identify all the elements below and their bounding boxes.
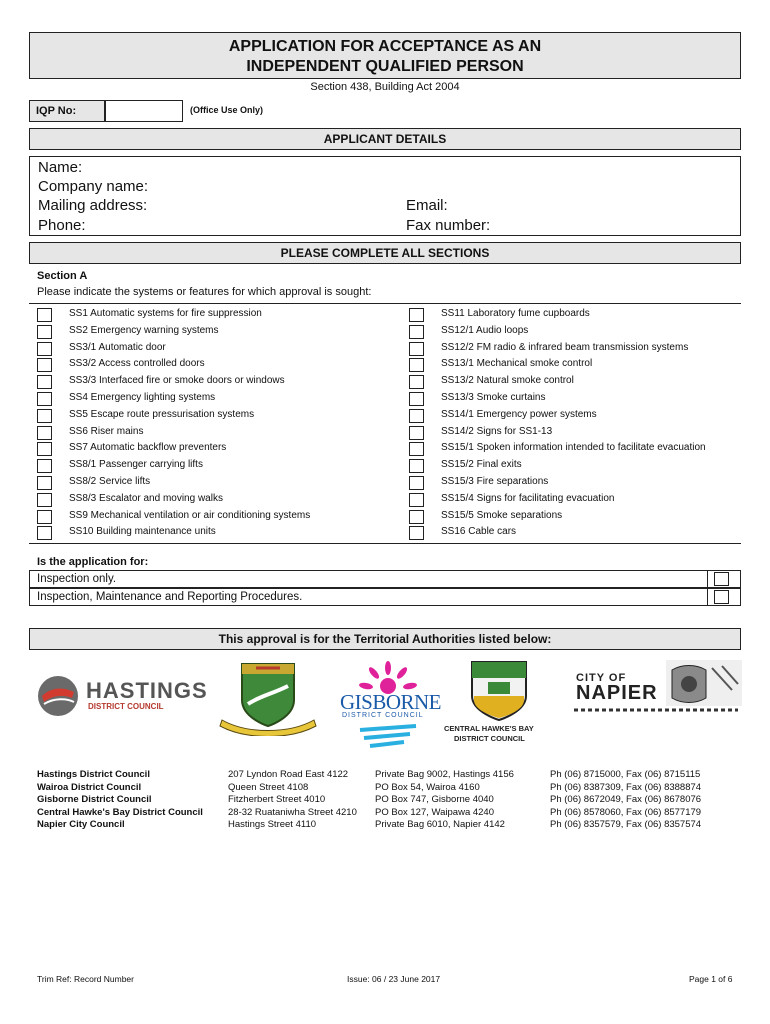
document-title bbox=[29, 32, 741, 79]
system-checkbox[interactable] bbox=[37, 392, 52, 406]
system-checkbox[interactable] bbox=[37, 358, 52, 372]
section-a-title: Section A bbox=[37, 270, 88, 282]
section-a-top-rule bbox=[29, 303, 741, 304]
system-label: SS3/1 Automatic door bbox=[69, 341, 166, 353]
system-label: SS8/3 Escalator and moving walks bbox=[69, 492, 223, 504]
system-label: SS12/2 FM radio & infrared beam transmission systems bbox=[441, 341, 689, 353]
system-checkbox[interactable] bbox=[37, 325, 52, 339]
council-street-column bbox=[228, 769, 357, 832]
council-street: Fitzherbert Street 4010 bbox=[228, 794, 326, 806]
system-label: SS3/3 Interfaced fire or smoke doors or windows bbox=[69, 375, 285, 387]
system-label: SS9 Mechanical ventilation or air conditioning systems bbox=[69, 509, 311, 521]
gisborne-logo-text: GISBORNE bbox=[340, 690, 442, 714]
council-postal: PO Box 747, Gisborne 4040 bbox=[375, 794, 494, 806]
email-label: Email: bbox=[406, 197, 448, 214]
inspection-maintenance-label: Inspection, Maintenance and Reporting Procedures. bbox=[37, 591, 303, 603]
inspection-only-checkbox[interactable] bbox=[714, 572, 729, 586]
section-a-instruction: Please indicate the systems or features for which approval is sought: bbox=[37, 286, 372, 298]
system-checkbox[interactable] bbox=[409, 493, 424, 507]
system-checkbox[interactable] bbox=[409, 342, 424, 356]
phone-label: Phone: bbox=[38, 217, 86, 234]
council-postal: Private Bag 6010, Napier 4142 bbox=[375, 819, 505, 831]
council-phone: Ph (06) 8578060, Fax (06) 8577179 bbox=[550, 806, 702, 818]
council-phone: Ph (06) 8715000, Fax (06) 8715115 bbox=[550, 769, 701, 780]
council-phone-column bbox=[550, 769, 701, 832]
system-label: SS8/1 Passenger carrying lifts bbox=[69, 459, 203, 471]
applicant-details-box bbox=[29, 156, 741, 236]
central-hawkes-bay-logo bbox=[442, 660, 556, 746]
company-name-label: Company name: bbox=[38, 178, 149, 195]
inspection-maintenance-checkbox[interactable] bbox=[714, 590, 729, 604]
system-checkbox[interactable] bbox=[409, 442, 424, 456]
council-phone: Ph (06) 8387309, Fax (06) 8388874 bbox=[550, 781, 702, 793]
council-phone: Ph (06) 8672049, Fax (06) 8678076 bbox=[550, 794, 702, 806]
council-postal: PO Box 54, Wairoa 4160 bbox=[375, 781, 480, 793]
system-label: SS10 Building maintenance units bbox=[69, 526, 216, 538]
system-label: SS11 Laboratory fume cupboards bbox=[441, 308, 590, 319]
title-line-2: INDEPENDENT QUALIFIED PERSON bbox=[246, 58, 524, 75]
system-checkbox[interactable] bbox=[37, 493, 52, 507]
system-checkbox[interactable] bbox=[37, 308, 52, 322]
council-name: Wairoa District Council bbox=[37, 781, 142, 793]
system-checkbox[interactable] bbox=[409, 325, 424, 339]
inspection-maintenance-row bbox=[29, 588, 741, 606]
system-checkbox[interactable] bbox=[409, 510, 424, 524]
system-checkbox[interactable] bbox=[37, 426, 52, 440]
system-label: SS15/2 Final exits bbox=[441, 459, 522, 471]
system-checkbox[interactable] bbox=[37, 526, 52, 540]
system-checkbox[interactable] bbox=[409, 392, 424, 406]
hastings-logo-subtext: DISTRICT COUNCIL bbox=[88, 702, 164, 711]
council-name: Central Hawke's Bay District Council bbox=[37, 806, 203, 818]
section-a-bottom-rule bbox=[29, 543, 741, 544]
system-label: SS1 Automatic systems for fire suppression bbox=[69, 308, 262, 319]
council-postal: Private Bag 9002, Hastings 4156 bbox=[375, 769, 514, 780]
system-checkbox[interactable] bbox=[37, 442, 52, 456]
council-name: Napier City Council bbox=[37, 819, 125, 831]
council-phone: Ph (06) 8357579, Fax (06) 8357574 bbox=[550, 819, 702, 831]
title-line-1: APPLICATION FOR ACCEPTANCE AS AN bbox=[228, 38, 542, 55]
system-label: SS8/2 Service lifts bbox=[69, 475, 151, 487]
hastings-emblem-icon bbox=[36, 674, 80, 718]
system-label: SS2 Emergency warning systems bbox=[69, 324, 219, 336]
option-divider bbox=[707, 589, 708, 605]
footer-issue: Issue: 06 / 23 June 2017 bbox=[347, 974, 441, 984]
iqp-number-field[interactable] bbox=[105, 100, 183, 122]
system-checkbox[interactable] bbox=[409, 358, 424, 372]
napier-logo-city-of: CITY OF bbox=[576, 672, 627, 684]
system-label: SS4 Emergency lighting systems bbox=[69, 391, 216, 403]
council-names-column bbox=[37, 769, 203, 832]
inspection-only-row bbox=[29, 570, 741, 588]
central-hawkes-bay-logo-text: CENTRAL HAWKE'S BAY bbox=[444, 724, 534, 733]
system-label: SS7 Automatic backflow preventers bbox=[69, 442, 227, 454]
system-label: SS12/1 Audio loops bbox=[441, 324, 529, 336]
council-street: 28-32 Ruataniwha Street 4210 bbox=[228, 806, 357, 818]
system-checkbox[interactable] bbox=[37, 409, 52, 423]
application-type-question: Is the application for: bbox=[37, 556, 149, 568]
system-label: SS13/3 Smoke curtains bbox=[441, 391, 546, 403]
council-postal-column bbox=[375, 769, 514, 832]
system-label: SS6 Riser mains bbox=[69, 425, 144, 437]
system-checkbox[interactable] bbox=[37, 342, 52, 356]
system-checkbox[interactable] bbox=[37, 375, 52, 389]
system-checkbox[interactable] bbox=[409, 409, 424, 423]
council-street: Hastings Street 4110 bbox=[228, 819, 317, 831]
mailing-address-label: Mailing address: bbox=[38, 197, 148, 214]
system-checkbox[interactable] bbox=[409, 375, 424, 389]
name-label: Name: bbox=[38, 159, 83, 176]
system-label: SS15/1 Spoken information intended to facilitate evacuation bbox=[441, 442, 706, 454]
footer-trim-ref: Trim Ref: Record Number bbox=[37, 974, 134, 984]
council-postal: PO Box 127, Waipawa 4240 bbox=[375, 806, 494, 818]
system-label: SS15/3 Fire separations bbox=[441, 475, 549, 487]
hastings-logo bbox=[36, 672, 208, 720]
system-checkbox[interactable] bbox=[37, 476, 52, 490]
council-name: Gisborne District Council bbox=[37, 794, 152, 806]
hastings-logo-text: HASTINGS bbox=[86, 678, 208, 703]
gisborne-logo-subtext: DISTRICT COUNCIL bbox=[342, 712, 424, 719]
napier-logo bbox=[572, 660, 742, 718]
inspection-only-label: Inspection only. bbox=[37, 573, 117, 585]
council-name: Hastings District Council bbox=[37, 769, 150, 780]
iqp-number-label: IQP No: bbox=[29, 100, 105, 122]
central-hawkes-bay-crest-icon bbox=[442, 660, 556, 722]
council-street: 207 Lyndon Road East 4122 bbox=[228, 769, 349, 780]
system-checkbox[interactable] bbox=[409, 308, 424, 322]
council-street: Queen Street 4108 bbox=[228, 781, 309, 793]
wairoa-logo bbox=[202, 660, 334, 736]
system-label: SS14/2 Signs for SS1-13 bbox=[441, 425, 553, 437]
system-label: SS16 Cable cars bbox=[441, 526, 517, 538]
gisborne-logo bbox=[338, 660, 442, 758]
system-label: SS15/4 Signs for facilitating evacuation bbox=[441, 492, 615, 504]
central-hawkes-bay-logo-subtext: DISTRICT COUNCIL bbox=[454, 734, 525, 743]
wairoa-crest-icon bbox=[202, 660, 334, 736]
complete-all-sections-heading: PLEASE COMPLETE ALL SECTIONS bbox=[29, 242, 741, 264]
fax-number-label: Fax number: bbox=[406, 217, 491, 234]
system-checkbox[interactable] bbox=[37, 510, 52, 524]
system-checkbox[interactable] bbox=[409, 426, 424, 440]
office-use-note: (Office Use Only) bbox=[190, 105, 264, 115]
system-checkbox[interactable] bbox=[409, 459, 424, 473]
applicant-details-heading: APPLICANT DETAILS bbox=[29, 128, 741, 150]
footer-page-number: Page 1 of 6 bbox=[689, 974, 733, 984]
system-checkbox[interactable] bbox=[37, 459, 52, 473]
system-label: SS15/5 Smoke separations bbox=[441, 509, 563, 521]
option-divider bbox=[707, 571, 708, 587]
authorities-heading: This approval is for the Territorial Authorities listed below: bbox=[29, 628, 741, 650]
system-label: SS5 Escape route pressurisation systems bbox=[69, 408, 255, 420]
system-label: SS3/2 Access controlled doors bbox=[69, 358, 205, 370]
system-checkbox[interactable] bbox=[409, 476, 424, 490]
system-label: SS13/2 Natural smoke control bbox=[441, 375, 574, 387]
document-subtitle: Section 438, Building Act 2004 bbox=[310, 81, 460, 93]
system-label: SS14/1 Emergency power systems bbox=[441, 408, 597, 420]
system-label: SS13/1 Mechanical smoke control bbox=[441, 358, 593, 370]
system-checkbox[interactable] bbox=[409, 526, 424, 540]
napier-logo-text: NAPIER bbox=[576, 682, 658, 704]
